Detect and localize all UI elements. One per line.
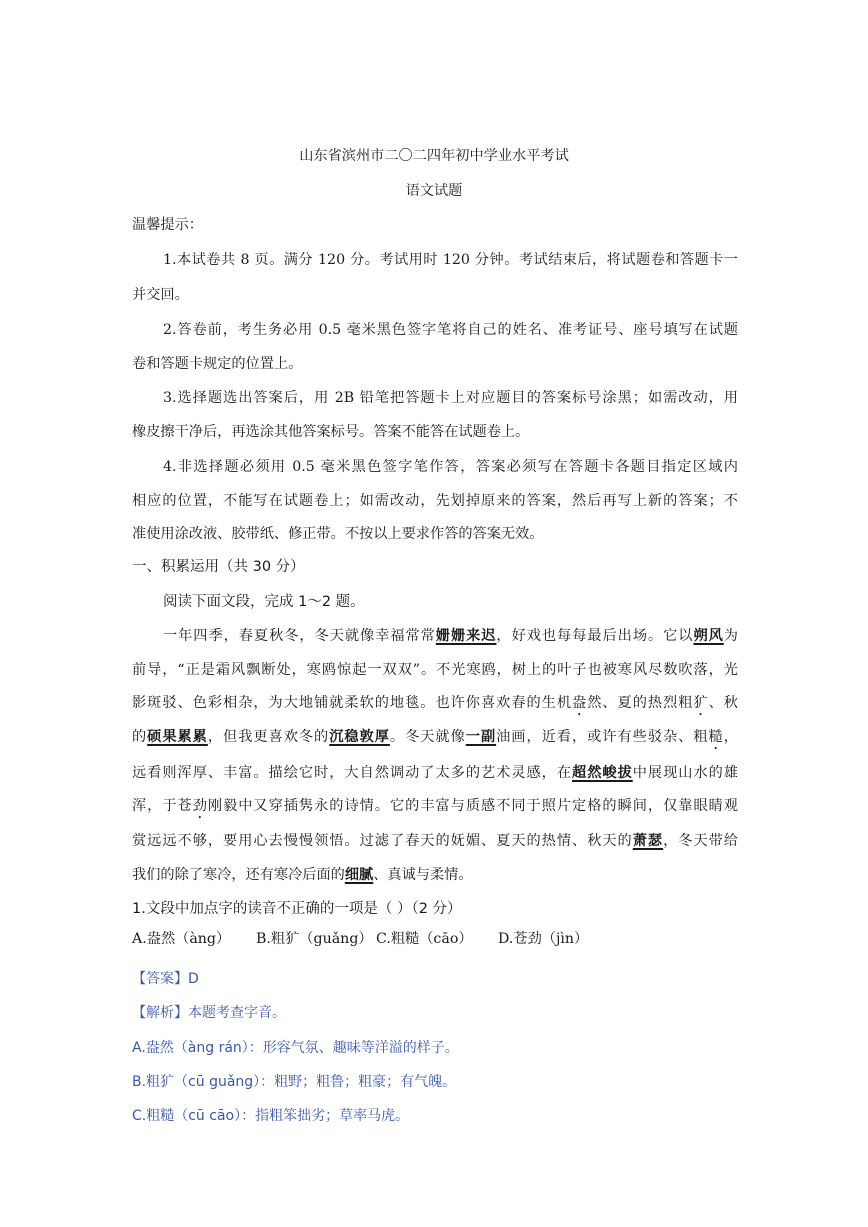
answer-explanation-a: A.盎然（àng rán）：形容气氛、趣味等洋溢的样子。 [132,1040,459,1056]
section-instruction: 阅读下面文段，完成 1～2 题。 [163,594,365,610]
passage-text: 、真诚与柔情。 [373,867,473,883]
passage-text: 的 [132,729,148,745]
question-1-stem: 1.文段中加点字的读音不正确的一项是（ ）（2 分） [132,901,462,917]
passage-text: 、秋 [708,695,738,711]
passage-text: 中展现山水的雄 [632,765,738,781]
passage-line-7 [132,831,738,851]
passage-line-6 [132,796,738,822]
passage-text: 远看则浑厚、丰富。描绘它时，大自然调动了太多的艺术灵感，在 [132,765,573,781]
passage-text: 然、夏的热烈粗 [587,695,694,711]
passage-line-3 [132,693,738,719]
passage-line-8 [132,865,473,885]
question-1-option-d: D.苍劲（jìn） [498,931,589,947]
notice-item-4-line-3: 准使用涂改液、胶带纸、修正带。不按以上要求作答的答案无效。 [132,526,544,542]
exam-subtitle: 语文试题 [405,183,463,199]
question-1-option-a: A.盎然（àng） [132,931,231,947]
passage-text: ， [723,729,738,745]
passage-text: 油画，近看，或许有些驳杂、粗 [496,729,709,745]
passage-dotted-char: 犷 [693,695,709,711]
passage-underlined-term: 一副 [465,729,497,745]
passage-dotted-char: 劲 [192,798,208,814]
passage-line-5 [132,763,738,783]
passage-text: 。冬天就像 [389,729,466,745]
answer-explanation-c: C.粗糙（cū cāo）：指粗笨拙劣；草率马虎。 [132,1108,410,1124]
answer-explanation-b: B.粗犷（cū guǎng）：粗野；粗鲁；粗豪；有气魄。 [132,1074,457,1090]
passage-text: ，好戏也每每最后出场。它以 [496,628,694,644]
question-1-option-b: B.粗犷（guǎng） [256,931,373,947]
passage-text: 刚毅中又穿插隽永的诗情。它的丰富与质感不同于照片定格的瞬间，仅靠眼睛观 [207,798,738,814]
notice-item-1-line-2: 并交回。 [132,287,189,303]
passage-underlined-term: 硕果累累 [147,729,208,745]
passage-underlined-term: 细腻 [344,867,374,883]
passage-underlined-term: 萧瑟 [632,833,664,849]
passage-text: 赏远远不够，要用心去慢慢领悟。过滤了春天的妩媚、夏天的热情、秋天的 [132,833,633,849]
notice-item-2-line-2: 卷和答题卡规定的位置上。 [132,356,303,372]
notice-item-1-line-1: 1.本试卷共 8 页。满分 120 分。考试用时 120 分钟。考试结束后，将试题卷和答题卡一 [163,252,738,268]
passage-underlined-term: 沉稳敦厚 [329,729,390,745]
passage-text: 一年四季，春夏秋冬，冬天就像幸福常常 [163,628,436,644]
answer-label: 【答案】D [132,971,199,987]
passage-line-2: 前导，“正是霜风飘断处，寒鸥惊起一双双”。不光寒鸥，树上的叶子也被寒风尽数吹落，光 [132,662,738,678]
answer-analysis: 【解析】本题考查字音。 [132,1005,286,1021]
passage-underlined-term: 朔风 [693,628,724,644]
passage-line-1 [163,626,738,646]
notice-item-3-line-2: 橡皮擦干净后，再选涂其他答案标号。答案不能答在试题卷上。 [132,424,530,440]
section-heading: 一、积累运用（共 30 分） [132,559,305,575]
notice-item-4-line-1: 4.非选择题必须用 0.5 毫米黑色签字笔作答，答案必须写在答题卡各题目指定区域内 [163,459,738,475]
passage-text: 影斑驳、色彩相杂，为大地铺就柔软的地毯。也许你喜欢春的生机 [132,695,573,711]
passage-text: ，冬天带给 [663,833,738,849]
passage-text: 为 [723,628,738,644]
passage-line-4 [132,727,738,753]
notice-item-3-line-1: 3.选择题选出答案后，用 2B 铅笔把答题卡上对应题目的答案标号涂黑；如需改动，用 [163,390,738,406]
passage-underlined-term: 超然峻拔 [572,765,633,781]
notice-item-4-line-2: 相应的位置，不能写在试题卷上；如需改动，先划掉原来的答案，然后再写上新的答案；不 [132,493,738,509]
passage-dotted-char: 糙 [708,729,724,745]
question-1-option-c: C.粗糙（cāo） [376,931,473,947]
notice-heading: 温馨提示： [132,217,203,233]
notice-item-2-line-1: 2.答卷前，考生务必用 0.5 毫米黑色签字笔将自己的姓名、准考证号、座号填写在试题 [163,322,738,338]
passage-dotted-char: 盎 [572,695,588,711]
exam-title: 山东省滨州市二〇二四年初中学业水平考试 [299,148,569,164]
passage-text: ，但我更喜欢冬的 [207,729,330,745]
passage-underlined-term: 姗姗来迟 [435,628,497,644]
passage-text: 我们的除了寒冷，还有寒冷后面的 [132,867,345,883]
passage-text: 浑，于苍 [132,798,193,814]
